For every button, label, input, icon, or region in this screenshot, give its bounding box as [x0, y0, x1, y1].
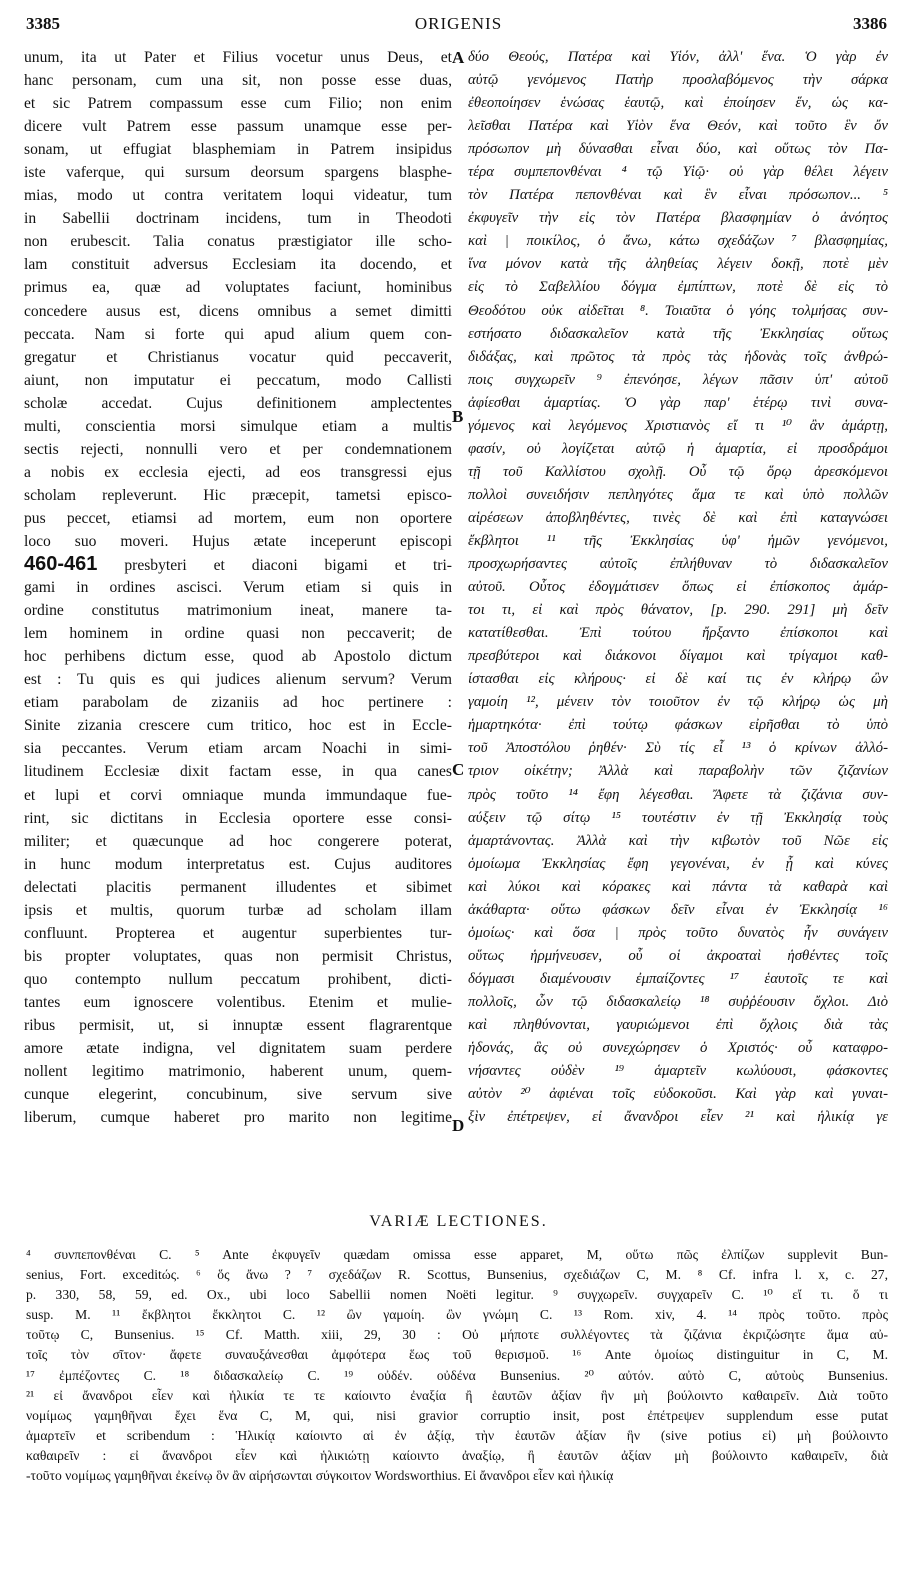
greek-text-line: τοι τι, εἰ καὶ πρὸς θάνατον, [p. 290. 291] μὴ δεῖν — [468, 602, 888, 619]
greek-text-line: ἁμαρτάνοντας. Ἀλλὰ καὶ τὴν κιβωτὸν τοῦ Νῶε εἰς — [468, 832, 888, 849]
latin-text-line: scholam repleverunt. Hic præcepit, tametsi episco- — [24, 486, 452, 504]
greek-text-line: κατατίθεσθαι. Ἐπὶ τούτου ἤρξαντο ἐπίσκοποι καὶ — [468, 625, 888, 642]
greek-text-line: πρεσβύτεροι καὶ διάκονοι δίγαμοι καὶ τρίγαμοι καθ- — [468, 648, 888, 665]
greek-text-line: Θεοδότου οὐκ αἰδεῖται ⁸. Τοιαῦτα ὁ γόης τολμήσας συν- — [468, 302, 888, 319]
footnote-line: ἁμαρτεῖν et scribendum : Ἡλικίᾳ καίοιντο αἱ ἐν ἀξίᾳ, τὴν ἑαυτῶν ἀξίαν ἣν (sive potius εἰ) μὴ βούλοιντο — [26, 1427, 888, 1443]
greek-text-line: αὐτὸν ²⁰ ἀφιέναι τοῖς εὐδοκοῦσι. Καὶ γὰρ καὶ γυναι- — [468, 1086, 888, 1103]
greek-text-line: γόμενος καὶ λεγόμενος Χριστιανὸς εἴ τι ¹⁰ ἂν ἁμάρτῃ, — [468, 417, 888, 434]
latin-text-line: multi, conscientia morsi simulque etiam a multis — [24, 417, 452, 435]
footnote-line: νομίμως γαμηθῆναι ἔχει ἕνα C, M, qui, nisi gravior corruptio insit, post ἐπέτρεψεν supplendum esse putat — [26, 1407, 888, 1423]
latin-text-line: gregatur et Christianus vocatur quid peccaverit, — [24, 348, 452, 366]
footnote-line: -τοῦτο νομίμως γαμηθῆναι ἐκείνῳ ὃν ἂν αἱρήσωνται σύγκοιτον Wordsworthius. Εἰ ἄνανδροι εἶεν καὶ ἡλικίᾳ — [26, 1468, 614, 1484]
footnote-line: ⁴ συνπεπονθέναι C. ⁵ Ante ἐκφυγεῖν quædam omissa esse apparet, M, οὕτω πῶς ἐλπίζων supplevit Bun- — [26, 1247, 888, 1262]
greek-text-line: λεῖσθαι Πατέρα καὶ Υἱὸν ἕνα Θεόν, καὶ τοῦτο ἓν ὄν — [468, 118, 888, 135]
latin-text-line: est : Tu quis es qui judices alienum servum? Verum — [24, 671, 452, 689]
latin-text-line: ipsis et multis, quorum turbæ ad scholam illam — [24, 901, 452, 919]
latin-text-line: in hunc modum interpretatus est. Cujus auditores — [24, 855, 452, 873]
greek-text-line: ὁμοίωμα Ἐκκλησίας ἔφη γεγονέναι, ἐν ᾗ καὶ κύνες — [468, 855, 888, 872]
greek-text-line: προσχωρήσαντες αὐτοῖς ἐπλήθυναν τὸ διδασκαλεῖον — [468, 556, 888, 573]
latin-text-line: peccata. Nam si forte qui apud alium quem con- — [24, 325, 452, 343]
page-header — [0, 14, 917, 40]
latin-text-line: et sic Patrem compassum esse cum Filio; non enim — [24, 95, 452, 113]
latin-text-line: sia peccantes. Verum etiam arcam Noachi in simi- — [24, 740, 452, 758]
greek-text-line: ἐθεοποίησεν ἑνώσας ἑαυτῷ, καὶ ἐποίησεν ἕν, ὡς κα- — [468, 95, 888, 112]
margin-marker-c: C — [452, 760, 465, 779]
footnote-line: ²¹ εἰ ἄνανδροι εἶεν καὶ ἡλικία τε τε καίοιντο ἐναξία ἢ ἑαυτῶν ἀξίαν ἣν μὴ βούλοιντο καθαιρεῖν. Διὰ τοῦτο — [26, 1387, 888, 1403]
latin-text-line: unum, ita ut Pater et Filius vocetur unus Deus, et — [24, 49, 452, 66]
latin-text-line: gami in ordines ascisci. Verum etiam si quis in — [24, 579, 452, 597]
greek-text-line: αύξειν τῷ σίτῳ ¹⁵ τουτέστιν ἐν τῇ Ἐκκλησίᾳ τοὺς — [468, 809, 888, 826]
latin-text-line: scholæ accedat. Cujus definitionem amplectentes — [24, 394, 452, 412]
greek-text-line: οὕτως ἡρμήνευσεν, οὗ οἱ ἀκροαταὶ ἡσθέντες τοῖς — [468, 947, 888, 964]
greek-text-line: πρὸς τοῦτο ¹⁴ ἔφη λέγεσθαι. Ἄφετε τὰ ζιζάνια συν- — [468, 786, 888, 803]
right-page-number: 3386 — [853, 14, 887, 33]
greek-text-line: πολλοῖς, ὧν τῷ διδασκαλείῳ ¹⁸ συῤῥέουσιν ὄχλοι. Διὸ — [468, 993, 888, 1010]
latin-text-line: concedere ausus est, dicens omnibus a semet dimitti — [24, 302, 452, 320]
latin-text-line: et lupi et corvi omniaque munda immundaque fue- — [24, 786, 452, 804]
footnotes — [26, 1245, 888, 1486]
greek-text-line: νήσαντες οὐδὲν ¹⁹ ἁμαρτεῖν κωλύουσι, φάσκοντες — [468, 1063, 888, 1080]
greek-text-line: δύο Θεούς, Πατέρα καὶ Υἱόν, ἀλλ' ἕνα. Ὁ γὰρ ἐν — [468, 49, 888, 65]
greek-text-line: εστήσατο διδασκαλεῖον κατὰ τῆς Ἐκκλησίας οὕτως — [468, 325, 888, 342]
latin-text-line: pus peccet, etiamsi ad mortem, eum non oportere — [24, 509, 452, 527]
latin-text-line: lem hominem in ordine quasi non peccaverit; de — [24, 625, 452, 643]
greek-text-line: ἵνα μόνον κατὰ τῆς ἀληθείας λέγειν δοκῇ, ποτὲ μὲν — [468, 256, 888, 273]
greek-column — [468, 46, 888, 1129]
latin-text-line: etiam parabolam de zizaniis ad hoc pertinere : — [24, 694, 452, 712]
footnote-line: τοῦτῳ C, Bunsenius. ¹⁵ Cf. Matth. xiii, 29, 30 : Οὐ μήποτε συλλέγοντες τὰ ζιζάνια ἐκριζώσητε ἅμα αὐ- — [26, 1327, 888, 1343]
running-title: ORIGENIS — [414, 14, 503, 33]
latin-text-line: militer; et quæcunque ad hoc congerere poterat, — [24, 832, 452, 850]
latin-text-line: ribus permisit, ut, si innuptæ essent flagrarentque — [24, 1016, 452, 1034]
latin-text-line: non erubescit. Talia conatus præstigiator ille scho- — [24, 233, 452, 251]
variae-lectiones-title: VARIÆ LECTIONES. — [369, 1213, 548, 1230]
greek-text-line: εἰς τὸ Σαβελλίου δόγμα ἐμπίπτων, ποτὲ δὲ εἰς τὸ — [468, 279, 888, 296]
latin-text-line: tantes eum ignoscere volentibus. Etenim et mulie- — [24, 993, 452, 1011]
latin-text-line: litudinem Ecclesiæ dixit factam esse, in qua canes — [24, 763, 452, 781]
left-page-number: 3385 — [26, 14, 60, 33]
greek-text-line: καὶ λύκοι καὶ κόρακες καὶ πάντα τὰ καθαρὰ καὶ — [468, 878, 888, 895]
latin-text-line: iste vaferque, qui sursum deorsum spargens blasphe- — [24, 164, 452, 182]
greek-text-line: ἐκφυγεῖν τὴν εἰς τὸν Πατέρα βλασφημίαν ὁ ἀνόητος — [468, 210, 888, 227]
latin-text-line: loco suo moveri. Hujus ætate inceperunt episcopi — [24, 532, 452, 550]
greek-text-line: πρόσωπον μὴ δύνασθαι εἶναι δύο, καὶ οὕτως τὸν Πα- — [468, 141, 888, 158]
latin-text-line: rint, sic dictitans in Ecclesia oportere esse consi- — [24, 809, 452, 827]
greek-text-line: τῇ τοῦ Καλλίστου σχολῇ. Οὗ τῷ ὅρῳ ἀρεσκόμενοι — [468, 463, 888, 480]
footnote-line: καθαιρεῖν : εἰ ἄνανδροι εἶεν καὶ ἡλικιώτῃ καίοιντο ἀναξίῳ, ἢ ἑαυτῶν ἀξίαν μὴ βούλοιντο καθαιρεῖν, διὰ — [26, 1447, 888, 1463]
greek-text-line: ἀφίεσθαι ἁμαρτίας. Ὁ γὰρ παρ' ἑτέρῳ τινὶ συνα- — [468, 394, 888, 411]
greek-text-line: ίστασθαι εἰς κλήρους· εἰ δὲ καί τις ἐν κλήρῳ ὢν — [468, 671, 888, 688]
latin-text-line: aiunt, non imputatur ei peccatum, modo Callisti — [24, 371, 452, 389]
latin-text-line — [24, 553, 452, 576]
footnote-line: ¹⁷ ἐμπέζοντες C. ¹⁸ διδασκαλείῳ C. ¹⁹ οὐδέν. οὐδένα Bunsenius. ²⁰ αὐτόν. αὐτὸ C, αὐτοὺς Bunsenius. — [26, 1367, 888, 1383]
greek-text-line: διδάξας, καὶ πρῶτος τὰ πρὸς τὰς ἡδονὰς τοῖς ἀνθρώ- — [468, 348, 888, 365]
greek-text-line: αἱρέσεων ἀποβληθέντες, τινὲς δὲ καὶ ἐπὶ καταγνώσει — [468, 509, 888, 526]
greek-text-line: ἡμαρτηκότα· ἐπὶ τούτῳ φάσκων εἰρῆσθαι τὸ ὑπὸ — [468, 717, 888, 734]
margin-marker-a: A — [452, 48, 465, 67]
latin-text-line: bis propter voluptates, quas non permisit Christus, — [24, 947, 452, 965]
latin-text-line: quo contempto nullum peccatum prohibent, dicti- — [24, 970, 452, 988]
greek-text-line: καὶ πληθύνονται, γαυριώμενοι ἐπὶ ὄχλοις διὰ τὰς — [468, 1016, 888, 1033]
latin-text-line: ordine constitutus matrimonium ineat, manere ta- — [24, 602, 452, 620]
footnote-line: τοῖς τὸν σῖτον· ἄφετε συναυξάνεσθαι ἀμφότερα ἕως τοῦ θερισμοῦ. ¹⁶ Ante ὁμοίως distinguitur in C, M. — [26, 1347, 888, 1363]
latin-text-line: mias, modo ut contra veritatem loqui videatur, tum — [24, 187, 452, 205]
greek-text-line: γαμοίη ¹², μένειν τὸν τοιοῦτον ἐν τῷ κλήρῳ ὡς μὴ — [468, 694, 888, 711]
greek-text-line: τοῦ Ἀποστόλου ῥηθέν· Σὺ τίς εἶ ¹³ ὁ κρίνων ἀλλό- — [468, 740, 888, 757]
greek-text-line: αὐτοῦ. Οὗτος ἐδογμάτισεν ὅπως εἰ ἐπίσκοπος ἁμάρ- — [468, 579, 888, 596]
greek-text-line: αὐτῷ γενόμενος Πατὴρ προσλαβόμενος τὴν σάρκα — [468, 72, 888, 89]
latin-text-line: cunque elegerint, concubinum, sive servum sive — [24, 1086, 452, 1104]
latin-text-line: in Sabellii doctrinam incidens, tum in Theodoti — [24, 210, 452, 228]
latin-text-line: primus ea, quæ ad voluptates faciunt, hominibus — [24, 279, 452, 297]
footnote-line: senius, Fort. exceditώς. ⁶ ὅς ἄνω ? ⁷ σχεδάζων R. Scottus, Bunsenius, σχεδιάζων C, M. ⁸ Cf. infra l. x, c. 27, — [26, 1267, 888, 1283]
footnote-line: p. 330, 58, 59, ed. Ox., ubi loco Sabellii nomen Noëti legitur. ⁹ συγχωρεῖν. συγχαρεῖν C. ¹⁰ εἴ τι. ὅ τι — [26, 1287, 888, 1303]
latin-text-line: lam constituit adversus Ecclesiam ita docendo, et — [24, 256, 452, 274]
latin-text-line: sectis rejecti, nonnulli vero et per condemnationem — [24, 440, 452, 458]
latin-text-line: sonam, ut effugiat blasphemiam in Patrem insipidus — [24, 141, 452, 159]
greek-text-line: τέρα συμπεπονθέναι ⁴ τῷ Υἱῷ· οὐ γὰρ θέλει λέγειν — [468, 164, 888, 181]
greek-text-line: ποις συγχωρεῖν ⁹ ἐπενόησε, λέγων πᾶσιν ὑπ' αὐτοῦ — [468, 371, 888, 388]
latin-text-line-rest: presbyteri et diaconi bigami et tri- — [124, 557, 452, 575]
margin-marker-b: B — [452, 407, 464, 426]
footnote-line: susp. M. ¹¹ ἔκβλητοι ἔκκλητοι C. ¹² ὢν γαμοίη. ὢν γνώμη C. ¹³ Rom. xiv, 4. ¹⁴ πρὸς τοῦτο. πρὸς — [26, 1307, 888, 1323]
latin-text-line: liberum, cumque haberet pro marito non legitime — [24, 1109, 452, 1127]
greek-text-line: ἡδονάς, ἃς οὐ συνεχώρησεν ὁ Χριστός· οὗ καταφρο- — [468, 1040, 888, 1057]
greek-text-line: φασίν, οὐ λογίζεται αὐτῷ ἡ ἁμαρτία, εἰ προσδράμοι — [468, 440, 888, 457]
greek-text-line: ἔκβλητοι ¹¹ τῆς Ἐκκλησίας ὑφ' ἡμῶν γενόμενοι, — [468, 532, 888, 549]
latin-text-line: dicere vult Patrem esse passum unamque esse per- — [24, 118, 452, 136]
greek-text-line: ξὶν ἐπέτρεψεν, εἰ ἄνανδροι εἶεν ²¹ καὶ ἡλικίᾳ γε — [468, 1109, 888, 1126]
latin-text-line: hanc personam, cum una sit, non posse esse duas, — [24, 72, 452, 90]
latin-text-line: delectati placitis permanent illudentes et sibimet — [24, 878, 452, 896]
greek-text-line: ἀκάθαρτα· οὕτω φάσκων δεῖν εἶναι ἐν Ἐκκλησίᾳ ¹⁶ — [468, 901, 888, 918]
greek-text-line: τριον οἰκέτην; Ἀλλὰ καὶ παραβολὴν τῶν ζιζανίων — [468, 763, 888, 780]
latin-text-line: a nobis ex ecclesia ejecti, ad eos transgressi ejus — [24, 463, 452, 481]
latin-text-line: Sinite zizania crescere cum tritico, hoc est in Eccle- — [24, 717, 452, 735]
margin-marker-d: D — [452, 1116, 465, 1135]
latin-text-line: amore ætate indigna, vel dignitatem suam perdere — [24, 1040, 452, 1058]
column-number-marker: 460-461 — [24, 553, 98, 576]
greek-text-line: καὶ | ποικίλος, ὁ ἄνω, κάτω σχεδάζων ⁷ βλασφημίας, — [468, 233, 888, 250]
greek-text-line: τὸν Πατέρα πεπονθέναι καὶ ἓν εἶναι πρόσωπον... ⁵ — [468, 187, 888, 204]
latin-text-line: nollent legitimo matrimonio, haberent unum, quem- — [24, 1063, 452, 1081]
greek-text-line: ὁμοίως· καὶ ὅσα | πρὸς τοῦτο δυνατὸς ἦν συνάγειν — [468, 924, 888, 941]
latin-text-line: confluunt. Propterea et augentur superbientes tur- — [24, 924, 452, 942]
latin-text-line: hoc perhibens dictum esse, quod ab Apostolo dictum — [24, 648, 452, 666]
greek-text-line: δόγμασι διαμένουσιν ἐμπαίζοντες ¹⁷ ἑαυτοῖς τε καὶ — [468, 970, 888, 987]
latin-column — [24, 46, 452, 1129]
greek-text-line: πολλοὶ συνειδήσιν πεπληγότες ἅμα τε καὶ ὑπὸ πολλῶν — [468, 486, 888, 503]
